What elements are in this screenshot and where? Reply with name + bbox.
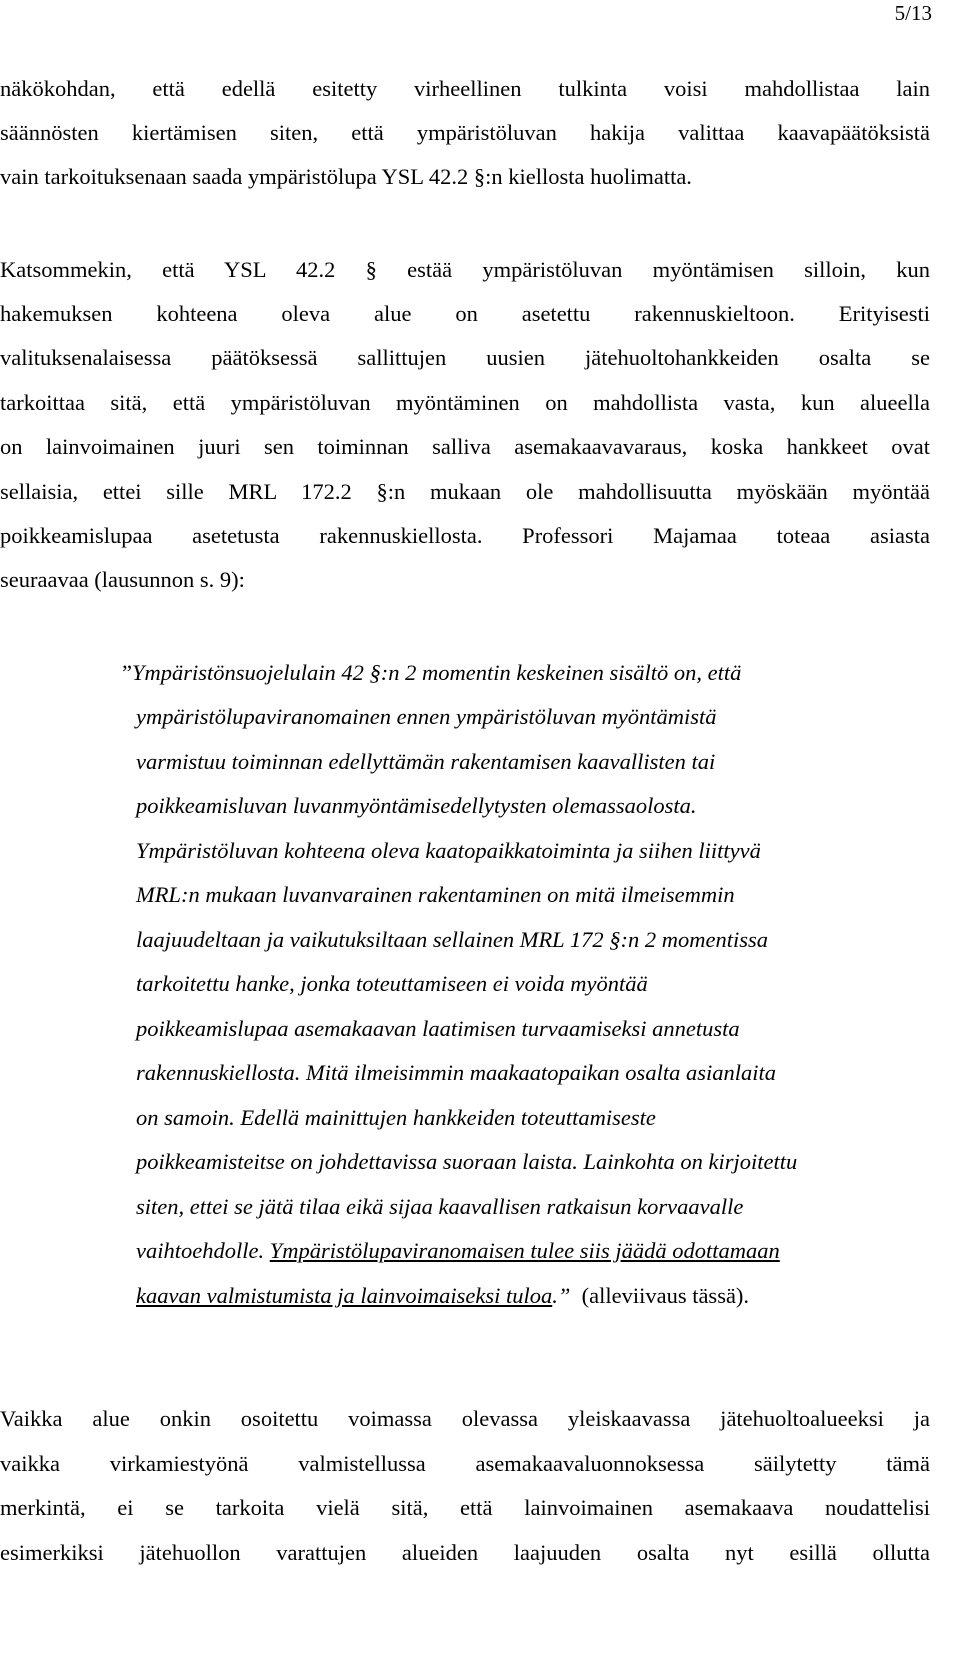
text-line: seuraavaa (lausunnon s. 9): bbox=[0, 567, 245, 592]
quote-open-mark: ” bbox=[122, 660, 132, 685]
text-line: säännösten kiertämisen siten, että ympäristöluvan hakija valittaa kaavapäätöksistä bbox=[0, 120, 930, 145]
quote-line bbox=[136, 1236, 930, 1266]
text-line: Vaikka alue onkin osoitettu voimassa olevassa yleiskaavassa jätehuoltoalueeksi ja bbox=[0, 1406, 930, 1431]
text-line: Katsommekin, että YSL 42.2 § estää ympäristöluvan myöntämisen silloin, kun bbox=[0, 257, 930, 282]
quote-line bbox=[136, 1281, 930, 1311]
text-line: hakemuksen kohteena oleva alue on asetettu rakennuskieltoon. Erityisesti bbox=[0, 301, 930, 326]
text-line: näkökohdan, että edellä esitetty virheellinen tulkinta voisi mahdollistaa lain bbox=[0, 76, 930, 101]
text-line: esimerkiksi jätehuollon varattujen alueiden laajuuden osalta nyt esillä ollutta bbox=[0, 1540, 930, 1565]
text-line: valituksenalaisessa päätöksessä sallittujen uusien jätehuoltohankkeiden osalta se bbox=[0, 345, 930, 370]
quote-line: Ympäristöluvan kohteena oleva kaatopaikkatoiminta ja siihen liittyvä bbox=[136, 838, 761, 863]
text-line: vain tarkoituksenaan saada ympäristölupa YSL 42.2 §:n kiellosta huolimatta. bbox=[0, 164, 692, 189]
quote-line: tarkoitettu hanke, jonka toteuttamiseen ei voida myöntää bbox=[136, 971, 648, 996]
quote-close-mark: .” bbox=[552, 1283, 571, 1308]
text-line: tarkoittaa sitä, että ympäristöluvan myöntäminen on mahdollista vasta, kun alueella bbox=[0, 390, 930, 415]
underlined-text: kaavan valmistumista ja lainvoimaiseksi tuloa bbox=[136, 1283, 553, 1308]
quote-text: vaihtoehdolle. bbox=[136, 1238, 265, 1263]
quote-line: on samoin. Edellä mainittujen hankkeiden toteuttamiseste bbox=[136, 1105, 656, 1130]
text-line: poikkeamislupaa asetetusta rakennuskiellosta. Professori Majamaa toteaa asiasta bbox=[0, 523, 930, 548]
quote-line: poikkeamisteitse on johdettavissa suoraan laista. Lainkohta on kirjoitettu bbox=[136, 1149, 798, 1174]
quote-text: Ympäristönsuojelulain 42 §:n 2 momentin keskeinen sisältö on, että bbox=[132, 660, 742, 685]
quote-line: poikkeamisluvan luvanmyöntämisedellytysten olemassaolosta. bbox=[136, 793, 697, 818]
quote-line: rakennuskiellosta. Mitä ilmeisimmin maakaatopaikan osalta asianlaita bbox=[136, 1060, 776, 1085]
quote-line: siten, ettei se jätä tilaa eikä sijaa kaavallisen ratkaisun korvaavalle bbox=[136, 1194, 744, 1219]
quote-line: ympäristölupaviranomainen ennen ympäristöluvan myöntämistä bbox=[136, 704, 717, 729]
underlined-text: Ympäristölupaviranomaisen tulee siis jäädä odottamaan bbox=[269, 1238, 780, 1263]
text-line: merkintä, ei se tarkoita vielä sitä, että lainvoimainen asemakaava noudattelisi bbox=[0, 1495, 930, 1520]
quote-line: MRL:n mukaan luvanvarainen rakentaminen on mitä ilmeisemmin bbox=[136, 882, 735, 907]
quote-line: varmistuu toiminnan edellyttämän rakentamisen kaavallisten tai bbox=[136, 749, 716, 774]
text-line: on lainvoimainen juuri sen toiminnan salliva asemakaavavaraus, koska hankkeet ovat bbox=[0, 434, 930, 459]
emphasis-note: (alleviivaus tässä). bbox=[581, 1283, 750, 1308]
quote-line bbox=[122, 658, 930, 688]
text-line: vaikka virkamiestyönä valmistellussa asemakaavaluonnoksessa säilytetty tämä bbox=[0, 1451, 930, 1476]
text-line: sellaisia, ettei sille MRL 172.2 §:n mukaan ole mahdollisuutta myöskään myöntää bbox=[0, 479, 930, 504]
page-number: 5/13 bbox=[894, 1, 932, 25]
quote-line: poikkeamislupaa asemakaavan laatimisen turvaamiseksi annetusta bbox=[136, 1016, 740, 1041]
quote-line: laajuudeltaan ja vaikutuksiltaan sellainen MRL 172 §:n 2 momentissa bbox=[136, 927, 769, 952]
